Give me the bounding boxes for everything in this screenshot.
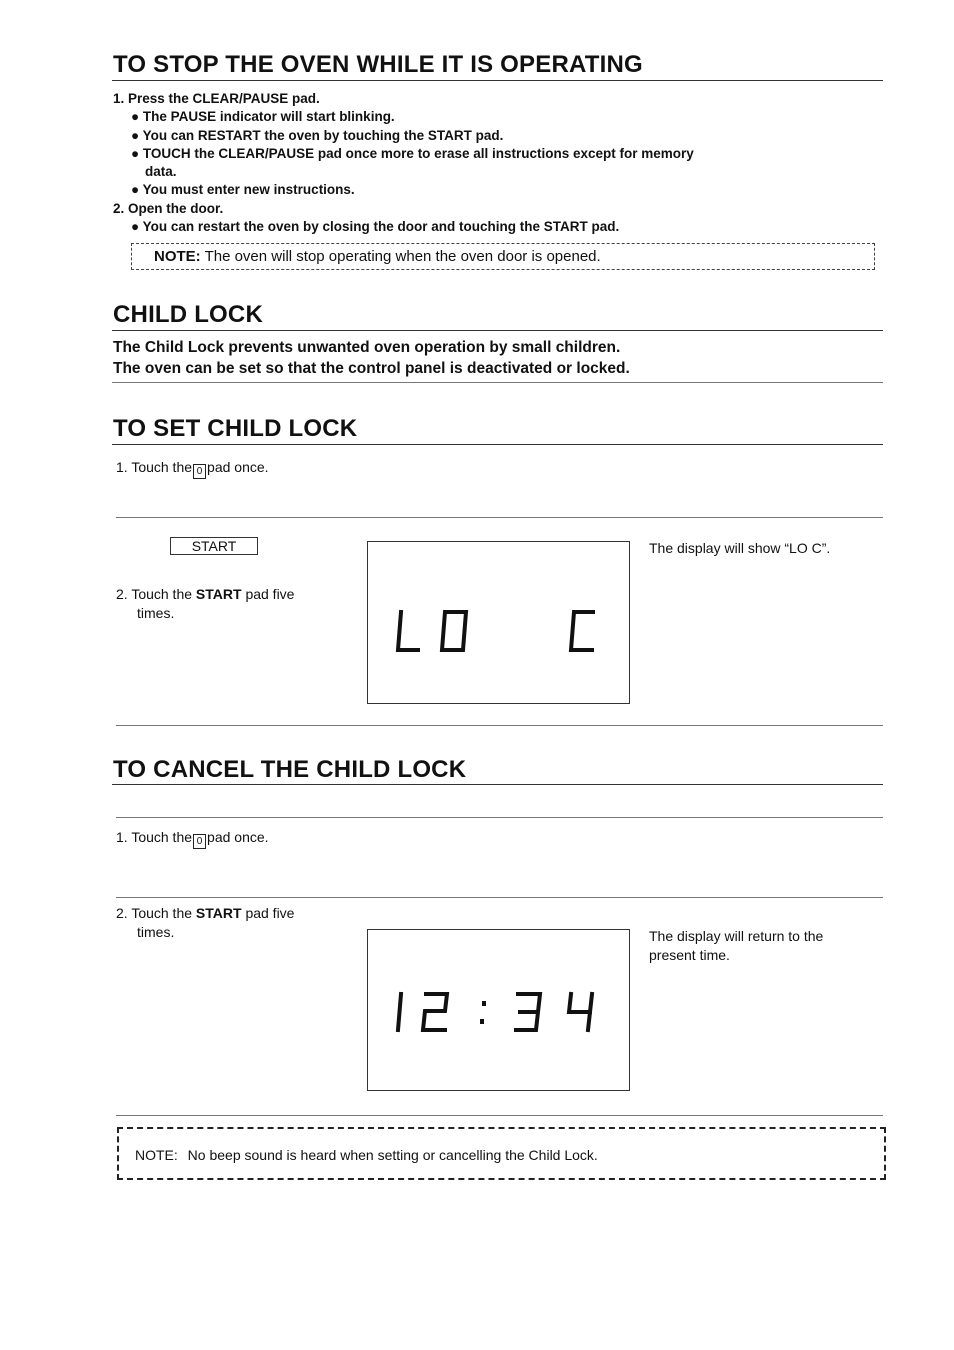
cancel-lock-rule [112,784,883,785]
stop-bullet-door: ● You can restart the oven by closing the door and touching the START pad. [131,219,620,235]
stop-step-2: 2. Open the door. [113,200,224,216]
set-step-1-pre: 1. Touch the [116,459,193,475]
cancel-lock-title: TO CANCEL THE CHILD LOCK [113,756,467,783]
time-display-note-2: present time. [649,947,730,963]
child-lock-description [113,337,630,379]
cancel-step-2-post: pad five [245,905,295,921]
cancel-step-divider [116,897,883,898]
child-lock-rule [112,330,883,331]
stop-note-text: The oven will stop operating when the oven door is opened. [204,248,601,265]
stop-instructions [113,90,694,236]
start-pad-illustration: START [170,537,258,555]
lock-display-note: The display will show “LO C”. [649,540,831,556]
child-lock-line-1: The Child Lock prevents unwanted oven operation by small children. [113,339,621,356]
cancel-step-2 [116,904,294,942]
child-lock-note-text: No beep sound is heard when setting or cancelling the Child Lock. [187,1147,598,1163]
set-zero-pad-icon: 0 [193,464,206,479]
set-lock-rule [112,444,883,445]
child-lock-bottom-rule [112,382,883,383]
cancel-step-1-post: pad once. [207,829,269,845]
set-lock-bottom-rule [116,725,883,726]
set-step-2-post: pad five [245,586,295,602]
lock-display-panel [367,541,630,704]
child-lock-note-label: NOTE: [135,1147,178,1163]
set-step-2-pre: 2. Touch the [116,586,193,602]
cancel-lock-rule-2 [116,817,883,818]
stop-bullet-new: ● You must enter new instructions. [131,182,355,198]
time-display-panel [367,929,630,1091]
set-step-2 [116,585,294,623]
stop-bullet-restart: ● You can RESTART the oven by touching the START pad. [131,127,504,143]
set-step-1 [116,458,269,479]
stop-note-box [131,243,875,270]
cancel-step-2-cont: times. [137,924,175,940]
stop-bullet-erase-cont: data. [145,164,177,180]
time-display-readout: 12:34 [496,1030,500,1031]
lock-display-digits [368,542,629,703]
cancel-lock-bottom-rule [116,1115,883,1116]
stop-bullet-erase: ● TOUCH the CLEAR/PAUSE pad once more to erase all instructions except for memory [131,145,694,161]
time-display-digits [368,930,629,1090]
time-display-note-1: The display will return to the [649,928,824,944]
set-step-divider [116,517,883,518]
stop-step-1: 1. Press the CLEAR/PAUSE pad. [113,91,320,106]
child-lock-line-2: The oven can be set so that the control panel is deactivated or locked. [113,360,630,377]
lock-display-readout: LO C [496,642,500,643]
cancel-step-2-pre: 2. Touch the [116,905,193,921]
cancel-zero-pad-icon: 0 [193,834,206,849]
child-lock-note-box [117,1127,886,1180]
stop-title-rule [112,80,883,81]
time-display-note [649,927,823,965]
set-step-2-start: START [195,586,242,602]
cancel-step-2-start: START [195,905,242,921]
stop-bullet-pause: ● The PAUSE indicator will start blinking. [131,109,395,125]
child-lock-title: CHILD LOCK [113,301,263,328]
set-step-2-cont: times. [137,605,175,621]
cancel-step-1 [116,828,269,849]
set-step-1-post: pad once. [207,459,269,475]
set-lock-title: TO SET CHILD LOCK [113,415,358,442]
cancel-step-1-pre: 1. Touch the [116,829,193,845]
stop-section-title: TO STOP THE OVEN WHILE IT IS OPERATING [113,51,643,78]
stop-note-label: NOTE: [154,248,201,265]
